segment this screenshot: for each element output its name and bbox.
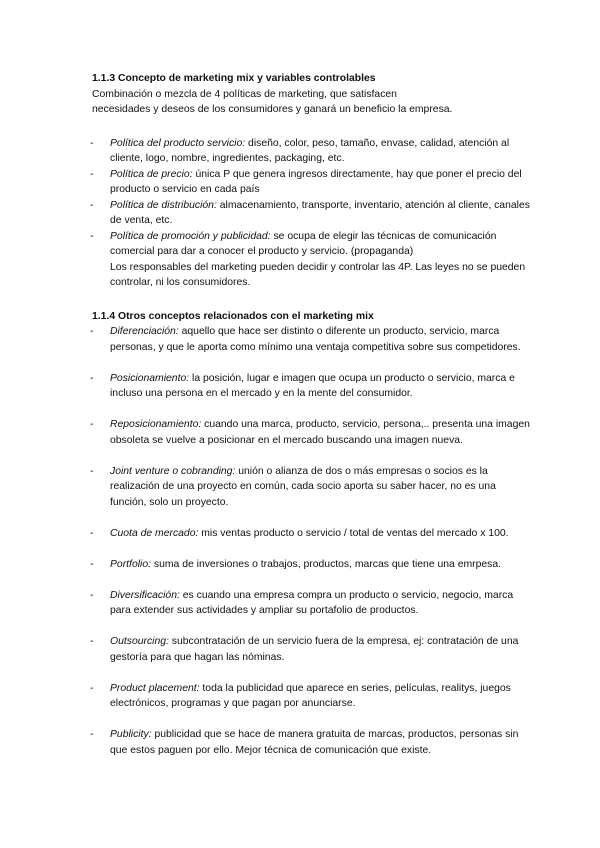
item-term: Reposicionamiento: — [110, 419, 202, 430]
item-term: Product placement: — [110, 682, 200, 694]
item-term: Política de precio: — [110, 168, 193, 180]
list-item — [92, 324, 532, 355]
concepts-list — [92, 324, 532, 758]
item-text: suma de inversiones o trabajos, productos, marcas que tiene una emrpesa. — [151, 558, 502, 570]
intro-line-2: necesidades y deseos de los consumidores y ganará un beneficio la empresa. — [92, 104, 453, 115]
section-title-other-concepts: 1.1.4 Otros conceptos relacionados con el marketing mix — [92, 310, 374, 322]
list-item — [92, 557, 532, 573]
item-term: Posicionamiento: — [110, 372, 190, 384]
list-item — [92, 526, 532, 542]
item-text: diseño, color, peso, tamaño, envase, calidad, atención al cliente, logo, nombre, ingredientes, packaging, etc. — [110, 137, 510, 164]
list-item — [92, 198, 532, 229]
item-text: subcontratación de un servicio fuera de la empresa, ej: contratación de una gestoría para que hagan las nóminas. — [110, 636, 519, 663]
item-term: Política de distribución: — [110, 199, 217, 211]
item-term: Outsourcing: — [110, 636, 169, 647]
item-text: aquello que hace ser distinto o diferente un producto, servicio, marca personas, y que le aporta como mínimo una ventaja competitiva sobre sus competidores. — [110, 326, 521, 353]
list-item — [92, 727, 532, 758]
item-text: cuando una marca, producto, servicio, persona,.. presenta una imagen obsoleta se vuelve a posicionar en el mercado buscando una imagen nueva. — [110, 419, 530, 446]
list-item — [92, 136, 532, 167]
item-note: Los responsables del marketing pueden decidir y controlar las 4P. Las leyes no se pueden controlar, ni los consumidores. — [110, 261, 526, 288]
item-text: la posición, lugar e imagen que ocupa un producto o servicio, marca e incluso una persona en el mercado y en la mente del consumidor. — [110, 372, 515, 399]
list-item — [92, 417, 532, 448]
item-term: Portfolio: — [110, 558, 152, 570]
item-text: única P que genera ingresos directamente, hay que poner el precio del producto o servicio en cada país — [110, 168, 522, 195]
section-title-marketing-mix: 1.1.3 Concepto de marketing mix y variables controlables — [92, 73, 376, 84]
list-item — [92, 229, 532, 291]
item-term: Política de promoción y publicidad: — [110, 230, 271, 242]
list-item — [92, 588, 532, 619]
list-item — [92, 681, 532, 712]
item-term: Diversificación: — [110, 589, 180, 601]
document-body — [92, 71, 532, 774]
item-text: es cuando una empresa compra un producto o servicio, negocio, marca para extender sus actividades y ampliar su portafolio de productos. — [110, 589, 514, 616]
item-text: unión o alianza de dos o más empresas o socios es la realización de una proyecto en común, cada socio aporta su saber hacer, no es una función, solo un proyecto. — [110, 465, 496, 508]
list-item — [92, 167, 532, 198]
item-term: Política del producto servicio: — [110, 137, 246, 149]
list-item — [92, 371, 532, 402]
item-text: toda la publicidad que aparece en series, películas, realitys, juegos electrónicos, programas y que pagan por anunciarse. — [110, 682, 511, 709]
item-text: almacenamiento, transporte, inventario, atención al cliente, canales de venta, etc. — [110, 199, 530, 226]
item-term: Joint venture o cobranding: — [110, 465, 236, 477]
item-text: publicidad que se hace de manera gratuita de marcas, productos, personas sin que estos paguen por ello. Mejor técnica de comunicación que existe. — [110, 729, 519, 756]
item-text: mis ventas producto o servicio / total de ventas del mercado x 100. — [198, 527, 509, 539]
item-term: Publicity: — [110, 729, 152, 740]
item-term: Cuota de mercado: — [110, 527, 199, 539]
marketing-mix-list — [92, 136, 532, 291]
intro-line-1: Combinación o mezcla de 4 políticas de marketing, que satisfacen — [92, 88, 397, 100]
list-item — [92, 464, 532, 511]
item-text: se ocupa de elegir las técnicas de comunicación comercial para dar a conocer el producto y servicio. (propaganda) — [110, 230, 497, 257]
item-term: Diferenciación: — [110, 326, 179, 337]
list-item — [92, 634, 532, 665]
